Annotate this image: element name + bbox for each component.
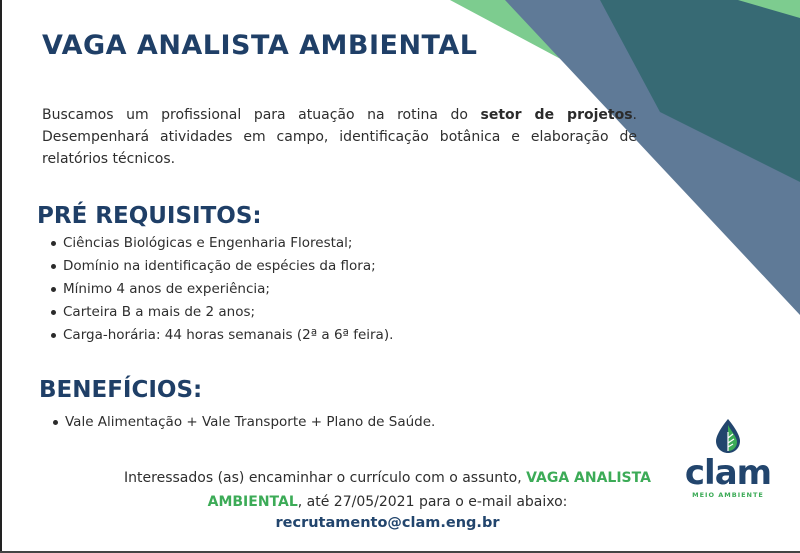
contact-text-2: , até 27/05/2021 para o e-mail abaixo: xyxy=(297,494,568,510)
requirements-list xyxy=(49,232,393,347)
leaf-drop-icon xyxy=(713,418,743,454)
contact-instructions xyxy=(120,466,655,514)
logo-tagline: MEIO AMBIENTE xyxy=(692,491,764,499)
clam-logo xyxy=(682,418,774,499)
logo-wordmark: clam xyxy=(684,453,772,493)
page-title: VAGA ANALISTA AMBIENTAL xyxy=(42,30,478,61)
benefits-list xyxy=(51,411,435,434)
benefit-item: Vale Alimentação + Vale Transporte + Plano de Saúde. xyxy=(51,411,435,434)
intro-paragraph xyxy=(42,104,637,170)
requirement-item: Carteira B a mais de 2 anos; xyxy=(49,301,393,324)
requirement-item: Ciências Biológicas e Engenharia Florestal; xyxy=(49,232,393,255)
requirement-item: Mínimo 4 anos de experiência; xyxy=(49,278,393,301)
contact-subject: VAGA ANALISTA AMBIENTAL xyxy=(207,470,651,510)
requirements-heading: PRÉ REQUISITOS: xyxy=(37,203,262,229)
contact-text-1: Interessados (as) encaminhar o currículo com o assunto, xyxy=(124,470,527,486)
intro-highlight: setor de projetos xyxy=(480,107,633,123)
intro-text-1: Buscamos um profissional para atuação na rotina do xyxy=(42,107,481,123)
requirement-item: Domínio na identificação de espécies da flora; xyxy=(49,255,393,278)
benefits-heading: BENEFÍCIOS: xyxy=(39,377,203,403)
intro-text-2: . Desempenhará atividades em campo, identificação botânica e elaboração de relatórios técnicos. xyxy=(42,107,637,167)
requirement-item: Carga-horária: 44 horas semanais (2ª a 6ª feira). xyxy=(49,324,393,347)
contact-email[interactable]: recrutamento@clam.eng.br xyxy=(275,515,500,531)
